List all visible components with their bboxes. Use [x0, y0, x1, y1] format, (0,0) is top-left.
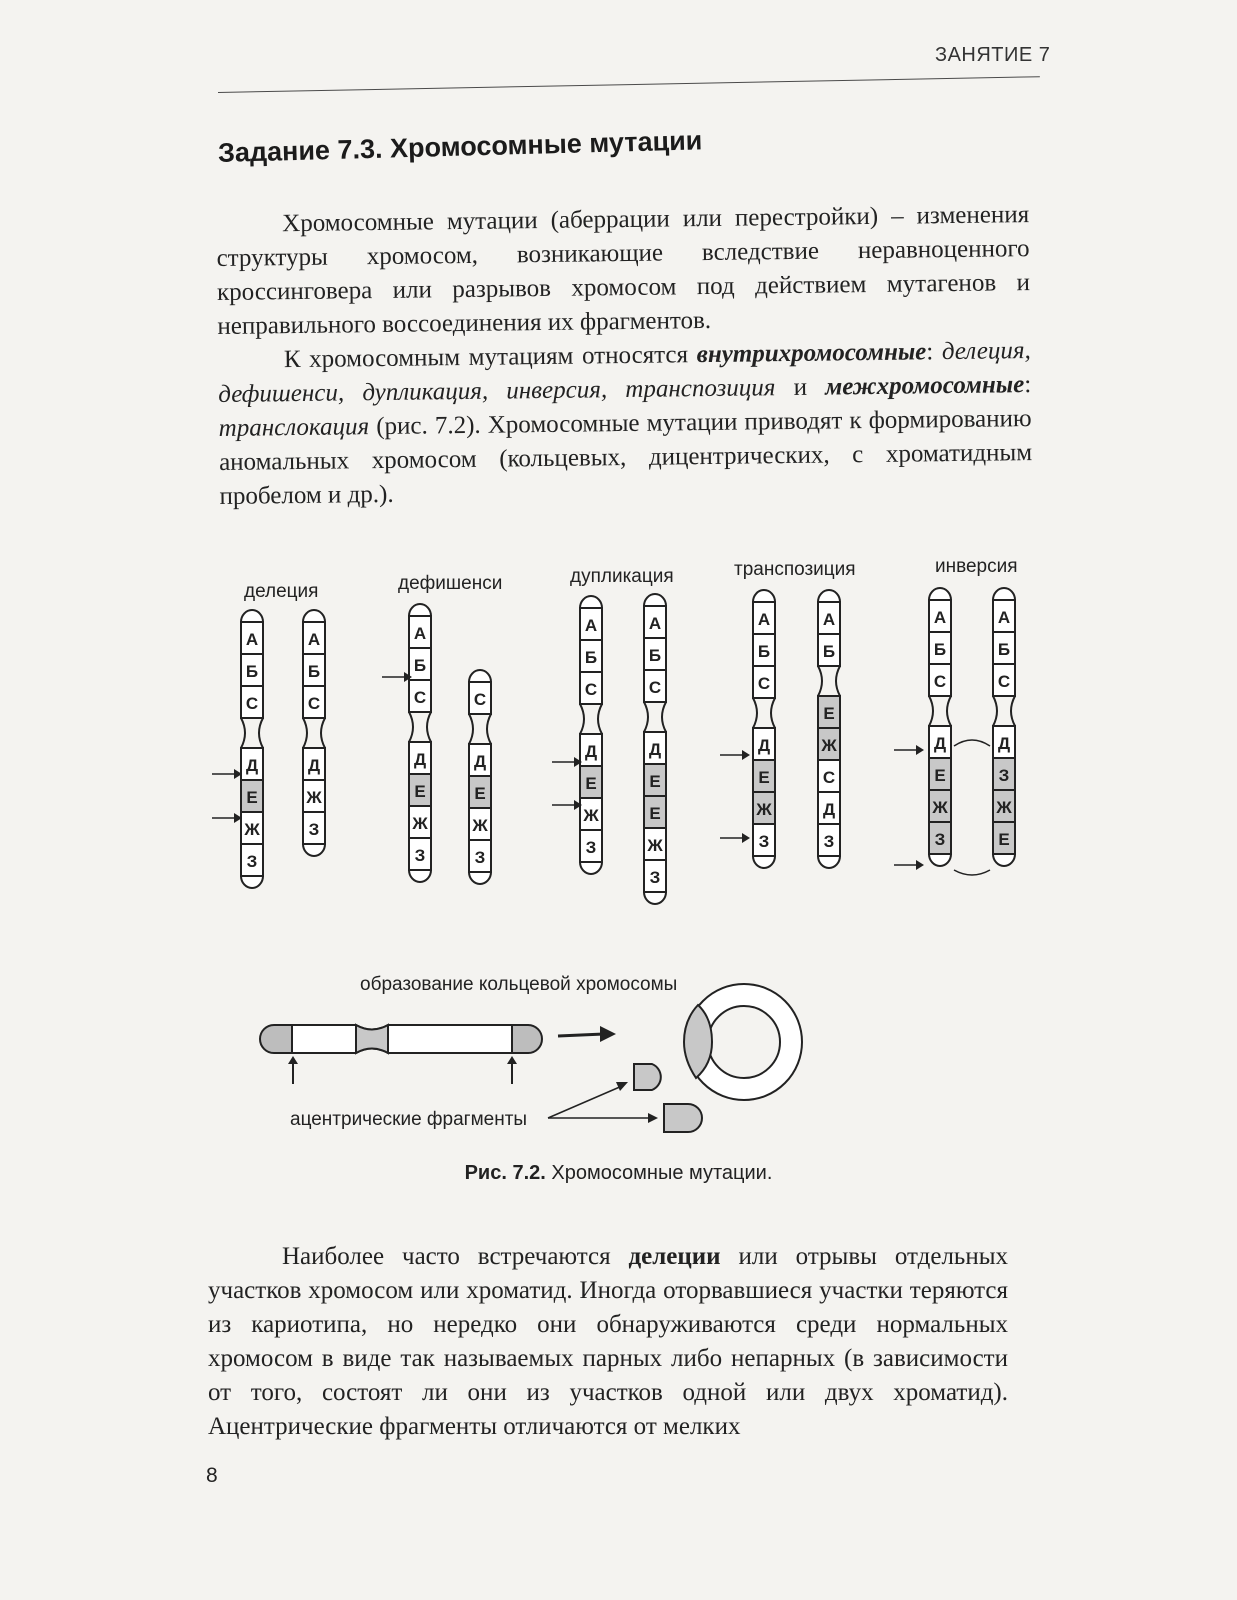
segment-label: Б	[933, 640, 947, 659]
segment-label: З	[474, 848, 486, 867]
segment-label: Б	[307, 662, 321, 681]
end-fragment-right	[512, 1025, 542, 1053]
segment-label: З	[649, 868, 661, 887]
centromere	[818, 666, 840, 696]
task-title: Задание 7.3. Хромосомные мутации	[217, 125, 703, 168]
segment-label: Е	[649, 772, 661, 791]
linear-chromosome	[260, 1025, 542, 1084]
text-run: Наиболее часто встречаются	[282, 1243, 629, 1270]
segment-label: Б	[413, 656, 427, 675]
page-number: 8	[206, 1464, 218, 1487]
segment-label: Е	[474, 784, 486, 803]
segment-label: А	[933, 608, 947, 627]
segment-label: Б	[245, 662, 259, 681]
segment-label: Ж	[306, 788, 322, 807]
segment-label: С	[307, 694, 321, 713]
segment-label: Ж	[647, 836, 663, 855]
text-run: или отрывы отдельных участков хромосом или хроматид. Иногда оторвавшиеся участки теряются из кариотипа, но нередко они обнаруживаются среди нормальных хромосом в виде так называемых парных либо непарных (в зависимости от того, состоят ли они из участков одной или двух хроматид). Ацентрические фрагменты отличаются от мелких	[208, 1243, 1008, 1440]
term-interchromosomal: межхромосомные	[825, 371, 1025, 401]
running-head: ЗАНЯТИЕ 7	[935, 44, 1051, 66]
segment-label: Б	[997, 640, 1011, 659]
text-run: :	[1024, 371, 1032, 399]
term-deletions: делеции	[628, 1243, 721, 1270]
segment-label: Ж	[244, 820, 260, 839]
chromosome-transposition	[818, 590, 840, 868]
chromosome-duplication	[644, 594, 666, 904]
segment-label: А	[584, 616, 598, 635]
end-fragment-left	[260, 1025, 292, 1053]
figure-caption	[0, 1162, 1237, 1185]
centromere	[241, 718, 263, 748]
segment-label: Е	[246, 788, 258, 807]
segment-label: Д	[822, 800, 836, 819]
segment-label: Ж	[583, 806, 599, 825]
segment-label: Д	[245, 756, 259, 775]
arrow-head	[742, 750, 750, 760]
segment-label: Б	[584, 648, 598, 667]
chromosome-group	[241, 588, 1015, 904]
centromere	[929, 696, 951, 726]
ring-chromosome	[684, 984, 802, 1100]
segment-label: Е	[414, 782, 426, 801]
segment-label: А	[822, 610, 836, 629]
chromosome-deletion	[241, 610, 263, 888]
segment-label: Д	[933, 734, 947, 753]
segment-label: С	[997, 672, 1011, 691]
segment-label: Ж	[932, 798, 948, 817]
segment-label: Ж	[412, 814, 428, 833]
segment-label: Б	[757, 642, 771, 661]
segment-label: Д	[648, 740, 662, 759]
chromosome-transposition	[753, 590, 775, 868]
centromere	[303, 718, 325, 748]
inversion-arrow	[954, 870, 990, 875]
segment-label: А	[307, 630, 321, 649]
centromere	[356, 1025, 388, 1053]
segment-label: З	[308, 820, 320, 839]
text-run: :	[926, 338, 943, 366]
term-intrachromosomal: внутрихромосомные	[696, 338, 927, 369]
arrow-to-ring	[558, 1026, 616, 1042]
segment-label: Б	[648, 646, 662, 665]
segment-label: А	[413, 624, 427, 643]
centromere	[409, 712, 431, 742]
label-transposition: транспозиция	[734, 559, 856, 580]
acentric-fragment-2	[664, 1104, 702, 1132]
acentric-fragment-1	[634, 1064, 661, 1090]
segment-label: Ж	[821, 736, 837, 755]
centromere	[469, 714, 491, 744]
segment-label: Е	[934, 766, 946, 785]
segment-label: Е	[585, 774, 597, 793]
segment-label: Д	[757, 736, 771, 755]
caption-label: Рис. 7.2.	[464, 1162, 546, 1184]
paragraph-deletions	[208, 1240, 1008, 1444]
segment-label: З	[934, 830, 946, 849]
segment-label: С	[245, 694, 259, 713]
segment-label: Е	[823, 704, 835, 723]
segment-label: Д	[584, 742, 598, 761]
label-deletion: делеция	[244, 581, 319, 602]
segment-label: З	[585, 838, 597, 857]
chromosome-deficiency	[409, 604, 431, 882]
text-run: и	[775, 373, 826, 402]
segment-label: С	[648, 678, 662, 697]
paragraph-definition: Хромосомные мутации (аберрации или перестройки) – изменения структуры хромосом, возникающие вследствие неравноценного кроссинговера или разрывов хромосом под действием мутагенов и неправильного воссоединения их фрагментов.	[216, 201, 1031, 340]
segment-label: Ж	[472, 816, 488, 835]
chromosome-deletion	[303, 610, 325, 856]
segment-label: Б	[822, 642, 836, 661]
deletion-text	[208, 1240, 1008, 1444]
centromere	[993, 696, 1015, 726]
chromosome-inversion	[993, 588, 1015, 866]
arrow-head	[742, 833, 750, 843]
chromosome-deficiency	[469, 670, 491, 884]
segment-label: А	[757, 610, 771, 629]
inversion-arrow	[954, 740, 990, 746]
segment-label: Д	[473, 752, 487, 771]
term-list: делеция, дефишенси, дупликация, инверсия, транспозиция	[218, 337, 1031, 408]
caption-text: Хромосомные мутации.	[545, 1162, 773, 1184]
segment-label: Е	[649, 804, 661, 823]
term-translocation: транслокация	[218, 413, 370, 442]
arrow-head	[916, 860, 924, 870]
segment-label: С	[822, 768, 836, 787]
label-inversion: инверсия	[935, 556, 1018, 577]
segment-label: З	[823, 832, 835, 851]
segment-label: С	[473, 690, 487, 709]
segment-label: З	[998, 766, 1010, 785]
segment-label: Е	[758, 768, 770, 787]
segment-label: З	[246, 852, 258, 871]
text-run: К хромосомным мутациям относятся	[283, 341, 697, 374]
segment-label: А	[245, 630, 259, 649]
segment-label: С	[757, 674, 771, 693]
text-run: (рис. 7.2). Хромосомные мутации приводят к формированию аномальных хромосом (кольцевых, дицентрических, с хроматидным пробелом и др.).	[218, 405, 1033, 510]
segment-label: С	[413, 688, 427, 707]
segment-label: Д	[997, 734, 1011, 753]
label-ring-formation: образование кольцевой хромосомы	[360, 974, 678, 995]
segment-label: Е	[998, 830, 1010, 849]
segment-label: З	[414, 846, 426, 865]
segment-label: З	[758, 832, 770, 851]
centromere	[580, 704, 602, 734]
label-duplication: дупликация	[570, 566, 674, 587]
segment-label: А	[997, 608, 1011, 627]
label-acentric-fragments: ацентрические фрагменты	[290, 1109, 528, 1130]
segment-label: С	[933, 672, 947, 691]
segment-label: Д	[307, 756, 321, 775]
segment-label: Ж	[756, 800, 772, 819]
chromosome-inversion	[929, 588, 951, 866]
chromosome-duplication	[580, 596, 602, 874]
segment-label: С	[584, 680, 598, 699]
centromere	[753, 698, 775, 728]
segment-label: Ж	[996, 798, 1012, 817]
centromere	[644, 702, 666, 732]
label-deficiency: дефишенси	[398, 573, 503, 594]
segment-label: Д	[413, 750, 427, 769]
arrow-head	[916, 745, 924, 755]
segment-label: А	[648, 614, 662, 633]
